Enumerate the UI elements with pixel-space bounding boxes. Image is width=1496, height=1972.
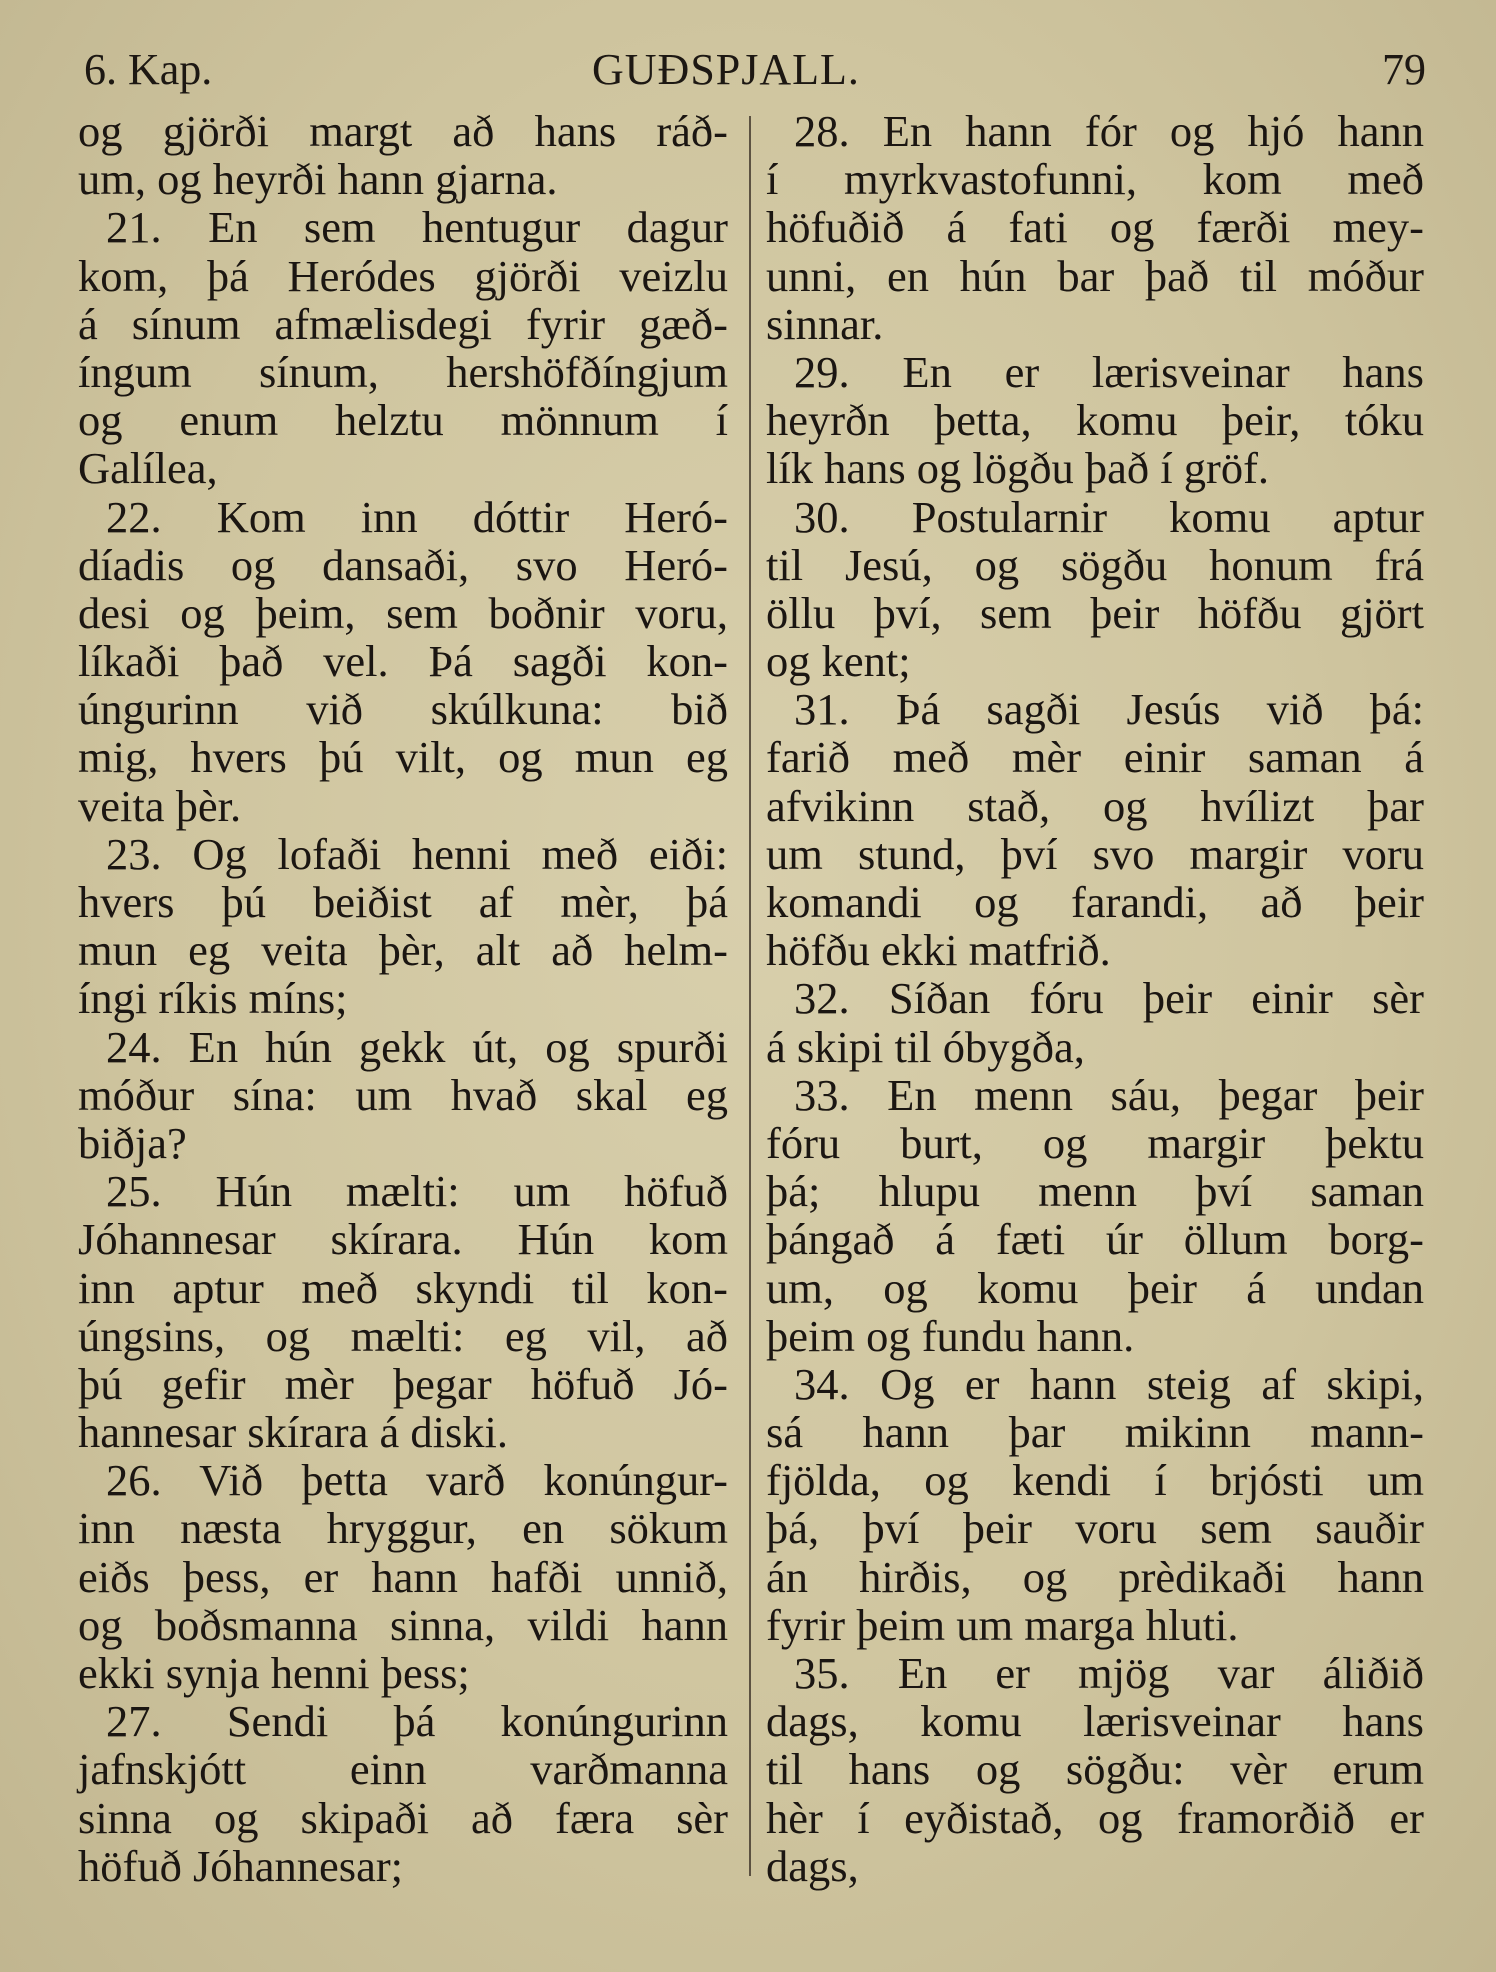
text-line: höfuðið á fati og færði mey- (766, 202, 1424, 253)
text-line: íngum sínum, hershöfðíngjum (78, 346, 728, 397)
text-line: farið með mèr einir saman á (766, 732, 1424, 783)
text-line: 33. En menn sáu, þegar þeir (794, 1069, 1424, 1120)
text-line: hvers þú beiðist af mèr, þá (78, 877, 728, 927)
text-line: íngi ríkis míns; (78, 973, 348, 1024)
text-line: um stund, því svo margir voru (766, 828, 1424, 879)
text-line: hannesar skírara á diski. (78, 1407, 509, 1458)
text-line: inn næsta hryggur, en sökum (78, 1503, 728, 1554)
text-line: á sínum afmælisdegi fyrir gæð- (78, 298, 728, 349)
text-line: 34. Og er hann steig af skipi, (794, 1358, 1424, 1409)
text-line: 28. En hann fór og hjó hann (794, 106, 1424, 156)
text-line: 21. En sem hentugur dagur (106, 202, 728, 253)
text-line: 29. En er lærisveinar hans (794, 346, 1424, 397)
text-line: inn aptur með skyndi til kon- (78, 1262, 728, 1313)
text-line: án hirðis, og prèdikaði hann (766, 1551, 1424, 1602)
text-line: til Jesú, og sögðu honum frá (766, 539, 1424, 590)
chapter-label: 6. Kap. (84, 45, 213, 94)
text-line: Jóhannesar skírara. Hún kom (78, 1214, 728, 1265)
text-line: um, og heyrði hann gjarna. (78, 154, 558, 205)
text-line: 25. Hún mælti: um höfuð (106, 1166, 728, 1217)
page-number: 79 (1382, 45, 1426, 94)
text-line: 23. Og lofaði henni með eiði: (106, 828, 728, 879)
text-line: díadis og dansaði, svo Heró- (78, 539, 728, 590)
text-line: úngsins, og mælti: eg vil, að (78, 1310, 728, 1361)
text-line: jafnskjótt einn varðmanna (78, 1744, 728, 1795)
text-line: móður sína: um hvað skal eg (78, 1069, 728, 1120)
column-divider (749, 116, 751, 1876)
text-line: eiðs þess, er hann hafði unnið, (78, 1551, 728, 1602)
text-line: mun eg veita þèr, alt að helm- (78, 925, 728, 976)
text-line: á skipi til óbygða, (766, 1021, 1085, 1072)
text-line: þeim og fundu hann. (766, 1310, 1135, 1361)
text-line: í myrkvastofunni, kom með (766, 154, 1424, 205)
page-title: GUÐSPJALL. (592, 45, 860, 94)
text-line: og gjörði margt að hans ráð- (78, 106, 728, 156)
running-header (84, 40, 1426, 100)
text-line: líkaði það vel. Þá sagði kon- (78, 636, 728, 687)
text-line: 31. Þá sagði Jesús við þá: (794, 684, 1424, 735)
text-line: höfðu ekki matfrið. (766, 925, 1111, 976)
text-line: um, og komu þeir á undan (766, 1262, 1424, 1313)
text-line: og kent; (766, 636, 911, 687)
text-line: þángað á fæti úr öllum borg- (766, 1214, 1424, 1265)
text-line: hèr í eyðistað, og framorðið er (766, 1792, 1424, 1843)
text-line: veita þèr. (78, 780, 242, 831)
text-line: sinnar. (766, 298, 884, 349)
text-line: 27. Sendi þá konúngurinn (106, 1696, 728, 1747)
text-line: afvikinn stað, og hvílizt þar (766, 780, 1424, 831)
text-line: lík hans og lögðu það í gröf. (766, 443, 1270, 494)
text-line: kom, þá Heródes gjörði veizlu (78, 250, 728, 301)
text-line: 26. Við þetta varð konúngur- (106, 1455, 728, 1506)
text-line: sinna og skipaði að færa sèr (78, 1792, 728, 1843)
text-line: mig, hvers þú vilt, og mun eg (78, 732, 728, 783)
text-line: 35. En er mjög var áliðið (794, 1648, 1424, 1698)
text-line: desi og þeim, sem boðnir voru, (78, 587, 728, 638)
text-line: 32. Síðan fóru þeir einir sèr (794, 973, 1424, 1024)
text-line: til hans og sögðu: vèr erum (766, 1744, 1424, 1795)
text-line: úngurinn við skúlkuna: bið (78, 684, 728, 735)
text-line: fóru burt, og margir þektu (766, 1117, 1424, 1168)
text-line: fjölda, og kendi í brjósti um (766, 1455, 1424, 1506)
text-line: öllu því, sem þeir höfðu gjört (766, 587, 1424, 638)
text-line: 22. Kom inn dóttir Heró- (106, 491, 728, 542)
text-line: komandi og farandi, að þeir (766, 877, 1424, 927)
right-text-column (766, 107, 1424, 1890)
text-line: höfuð Jóhannesar; (78, 1840, 404, 1891)
text-line: fyrir þeim um marga hluti. (766, 1599, 1239, 1650)
text-line: þá; hlupu menn því saman (766, 1166, 1424, 1217)
left-text-column (78, 107, 728, 1890)
text-line: 30. Postularnir komu aptur (794, 491, 1424, 542)
text-line: þú gefir mèr þegar höfuð Jó- (78, 1358, 728, 1409)
text-line: sá hann þar mikinn mann- (766, 1407, 1424, 1458)
text-line: og boðsmanna sinna, vildi hann (78, 1599, 728, 1650)
text-line: unni, en hún bar það til móður (766, 250, 1424, 301)
text-line: og enum helztu mönnum í (78, 395, 728, 446)
text-line: þá, því þeir voru sem sauðir (766, 1503, 1424, 1554)
text-line: biðja? (78, 1117, 187, 1168)
text-line: 24. En hún gekk út, og spurði (106, 1021, 728, 1072)
text-line: ekki synja henni þess; (78, 1648, 470, 1698)
text-line: heyrðn þetta, komu þeir, tóku (766, 395, 1424, 446)
text-line: dags, (766, 1840, 859, 1891)
text-line: dags, komu lærisveinar hans (766, 1696, 1424, 1747)
text-line: Galílea, (78, 443, 218, 494)
